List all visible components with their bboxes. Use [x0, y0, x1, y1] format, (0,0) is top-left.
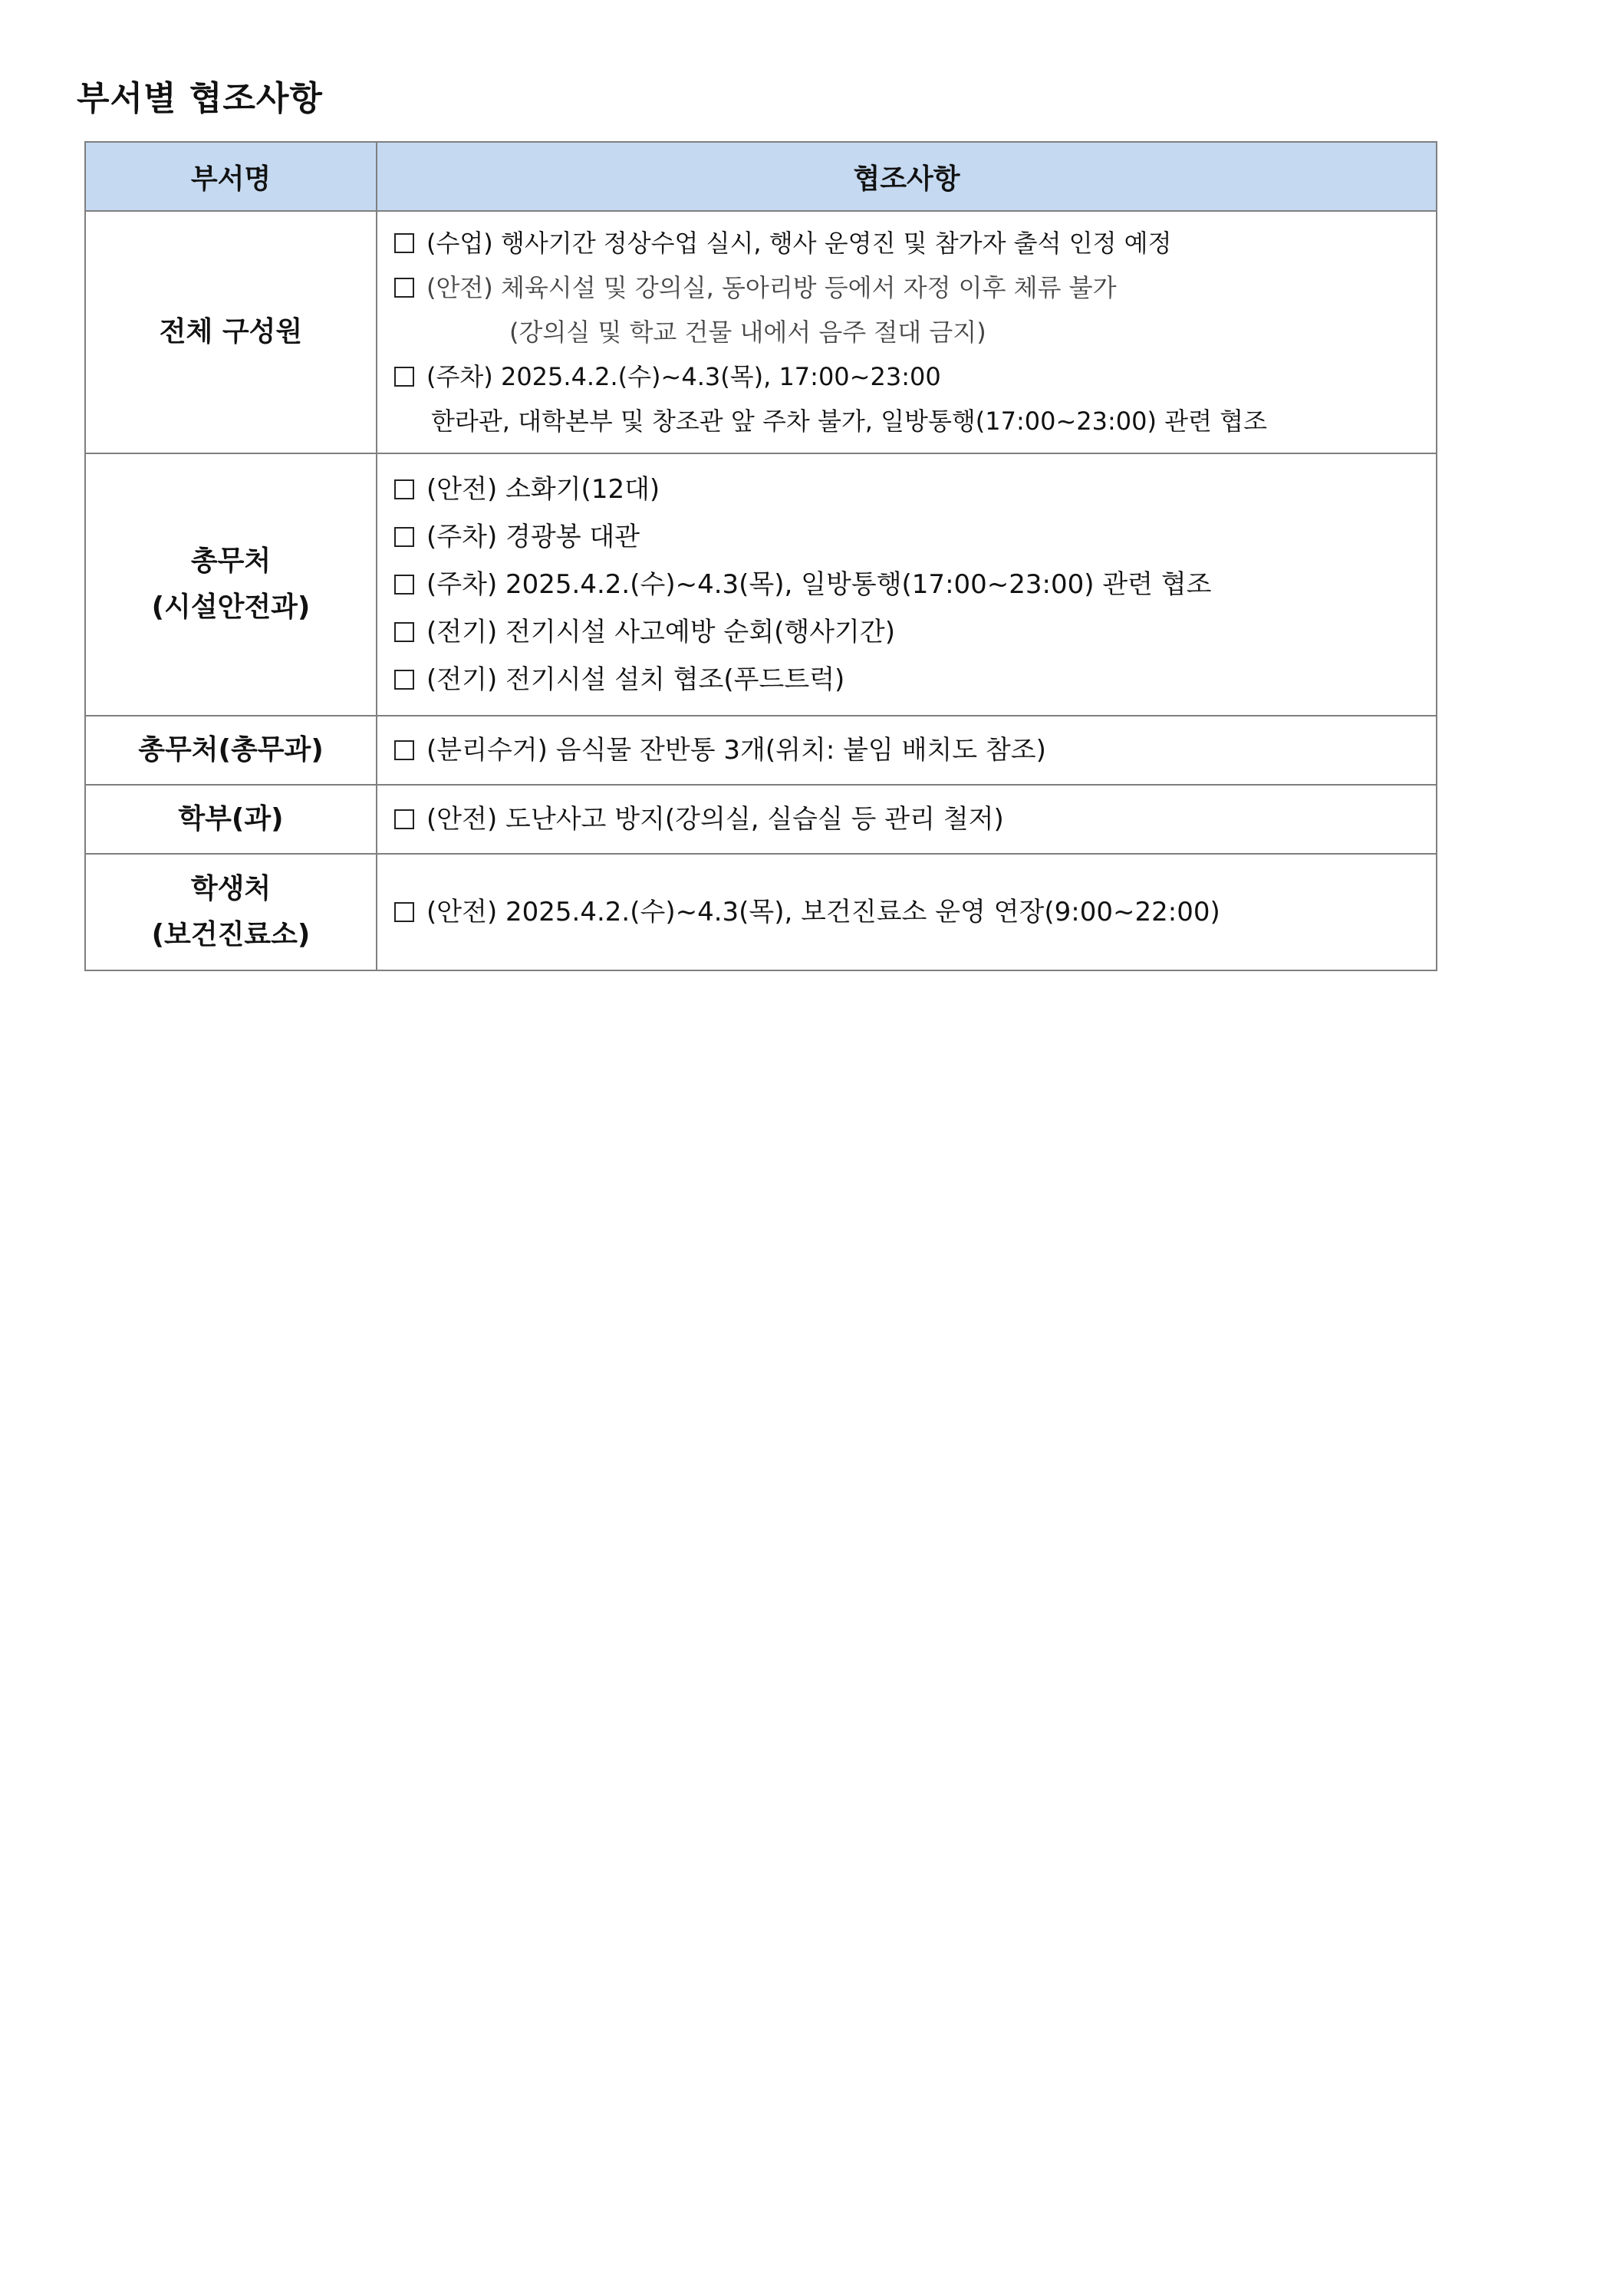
checkbox-square-icon: [394, 809, 414, 829]
list-item: (안전) 2025.4.2.(수)~4.3(목), 보건진료소 운영 연장(9:00~22:00): [394, 888, 1421, 936]
header-items: 협조사항: [377, 142, 1437, 211]
list-item: (주차) 2025.4.2.(수)~4.3(목), 일방통행(17:00~23:00) 관련 협조: [394, 561, 1421, 608]
dept-name: 학부(과): [178, 803, 284, 835]
checkbox-square-icon: [394, 479, 414, 499]
cooperation-table: [84, 141, 1437, 971]
checkbox-square-icon: [394, 278, 414, 298]
dept-name: 전체 구성원: [159, 316, 303, 348]
dept-name: 총무처(총무과): [138, 734, 324, 766]
checkbox-square-icon: [394, 575, 414, 595]
list-item: (안전) 도난사고 방지(강의실, 실습실 등 관리 철저): [394, 796, 1421, 843]
table-row: [85, 453, 1437, 716]
checkbox-square-icon: [394, 527, 414, 547]
list-item: (주차) 경광봉 대관: [394, 513, 1421, 561]
checkbox-square-icon: [394, 902, 414, 922]
items-cell: [377, 785, 1437, 854]
dept-name: 총무처: [190, 545, 272, 577]
table-row: [85, 211, 1437, 453]
table-row: [85, 854, 1437, 970]
list-item: (주차) 2025.4.2.(수)~4.3(목), 17:00~23:00: [394, 354, 1421, 399]
header-dept: 부서명: [85, 142, 377, 211]
list-item: (전기) 전기시설 설치 협조(푸드트럭): [394, 656, 1421, 703]
dept-cell: [85, 854, 377, 970]
checkbox-square-icon: [394, 740, 414, 760]
checkbox-square-icon: [394, 670, 414, 690]
page-title: 부서별 협조사항: [77, 79, 323, 118]
items-cell: [377, 716, 1437, 785]
list-item: (안전) 체육시설 및 강의실, 동아리방 등에서 자정 이후 체류 불가: [394, 265, 1421, 310]
checkbox-square-icon: [394, 622, 414, 642]
items-cell: [377, 453, 1437, 716]
list-item-continuation: 한라관, 대학본부 및 창조관 앞 주차 불가, 일방통행(17:00~23:00) 관련 협조: [431, 407, 1267, 436]
items-cell: [377, 854, 1437, 970]
dept-name: 학생처: [190, 873, 272, 904]
list-item: (수업) 행사기간 정상수업 실시, 행사 운영진 및 참가자 출석 인정 예정: [394, 221, 1421, 265]
dept-cell: [85, 211, 377, 453]
list-item: (안전) 소화기(12대): [394, 466, 1421, 513]
table-row: [85, 716, 1437, 785]
table-header-row: [85, 142, 1437, 211]
table-row: [85, 785, 1437, 854]
dept-subname: (보건진료소): [151, 919, 311, 950]
list-item: (분리수거) 음식물 잔반통 3개(위치: 붙임 배치도 참조): [394, 726, 1421, 774]
dept-subname: (시설안전과): [151, 591, 311, 623]
items-cell: [377, 211, 1437, 453]
list-item-continuation: (강의실 및 학교 건물 내에서 음주 절대 금지): [509, 318, 986, 347]
dept-cell: [85, 716, 377, 785]
list-item: (전기) 전기시설 사고예방 순회(행사기간): [394, 608, 1421, 656]
dept-cell: [85, 453, 377, 716]
dept-cell: [85, 785, 377, 854]
checkbox-square-icon: [394, 233, 414, 253]
checkbox-square-icon: [394, 367, 414, 387]
